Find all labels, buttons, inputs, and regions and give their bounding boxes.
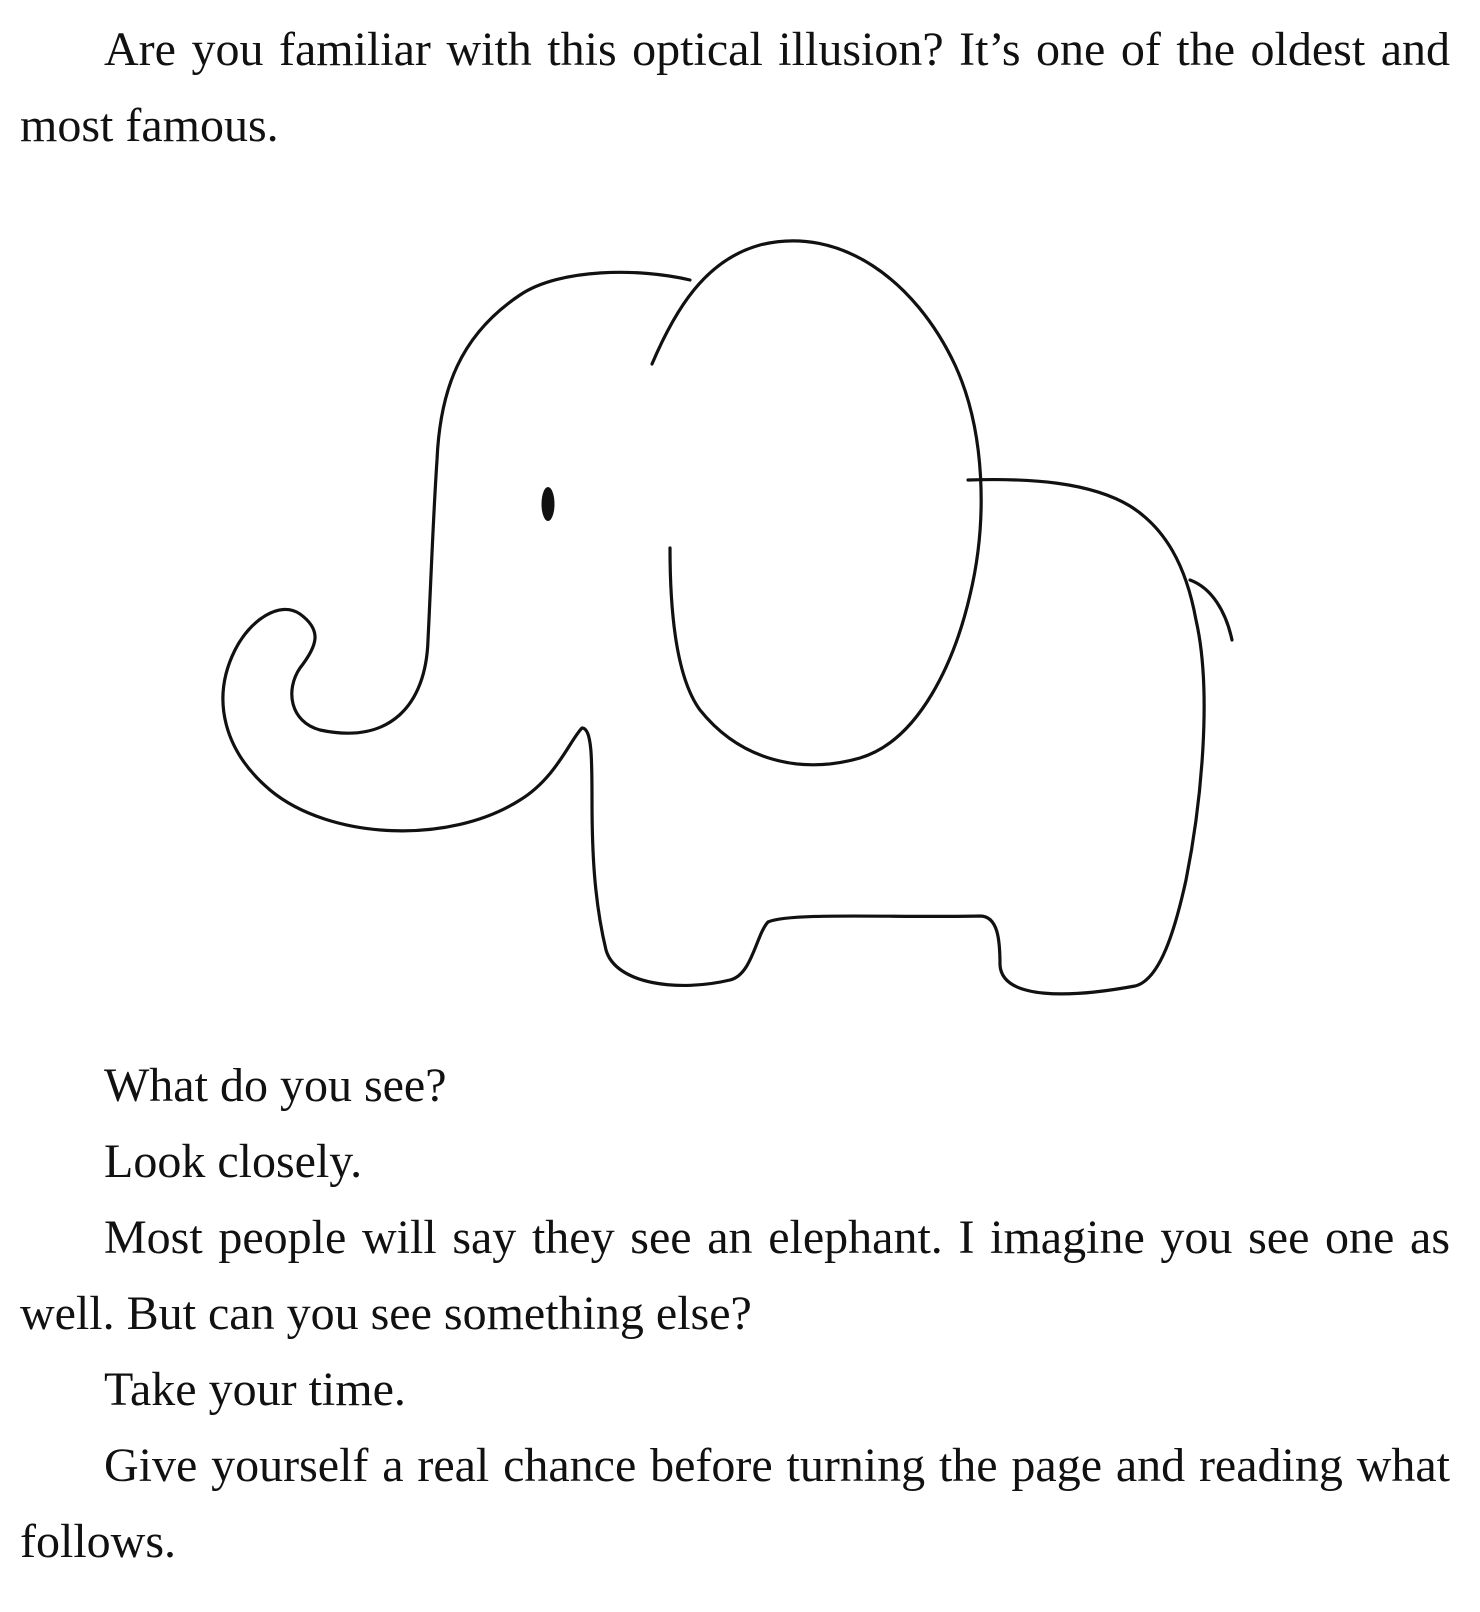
elephant-outline xyxy=(223,272,1204,994)
paragraph-take-your-time: Take your time. xyxy=(104,1363,406,1416)
intro-text xyxy=(20,12,1450,164)
body-text xyxy=(20,1048,1450,1580)
eye xyxy=(542,487,555,521)
elephant-icon xyxy=(0,210,1480,1010)
intro-paragraph: Are you familiar with this optical illusion? It’s one of the oldest and most famous. xyxy=(20,23,1450,152)
paragraph-what-do-you-see: What do you see? xyxy=(104,1059,447,1112)
ear-outline xyxy=(652,241,981,765)
illustration xyxy=(0,210,1480,1010)
paragraph-give-yourself: Give yourself a real chance before turning the page and reading what follows. xyxy=(20,1439,1450,1568)
paragraph-look-closely: Look closely. xyxy=(104,1135,363,1188)
tail xyxy=(1190,580,1232,640)
paragraph-most-people: Most people will say they see an elephant. I imagine you see one as well. But can you see something else? xyxy=(20,1211,1450,1340)
